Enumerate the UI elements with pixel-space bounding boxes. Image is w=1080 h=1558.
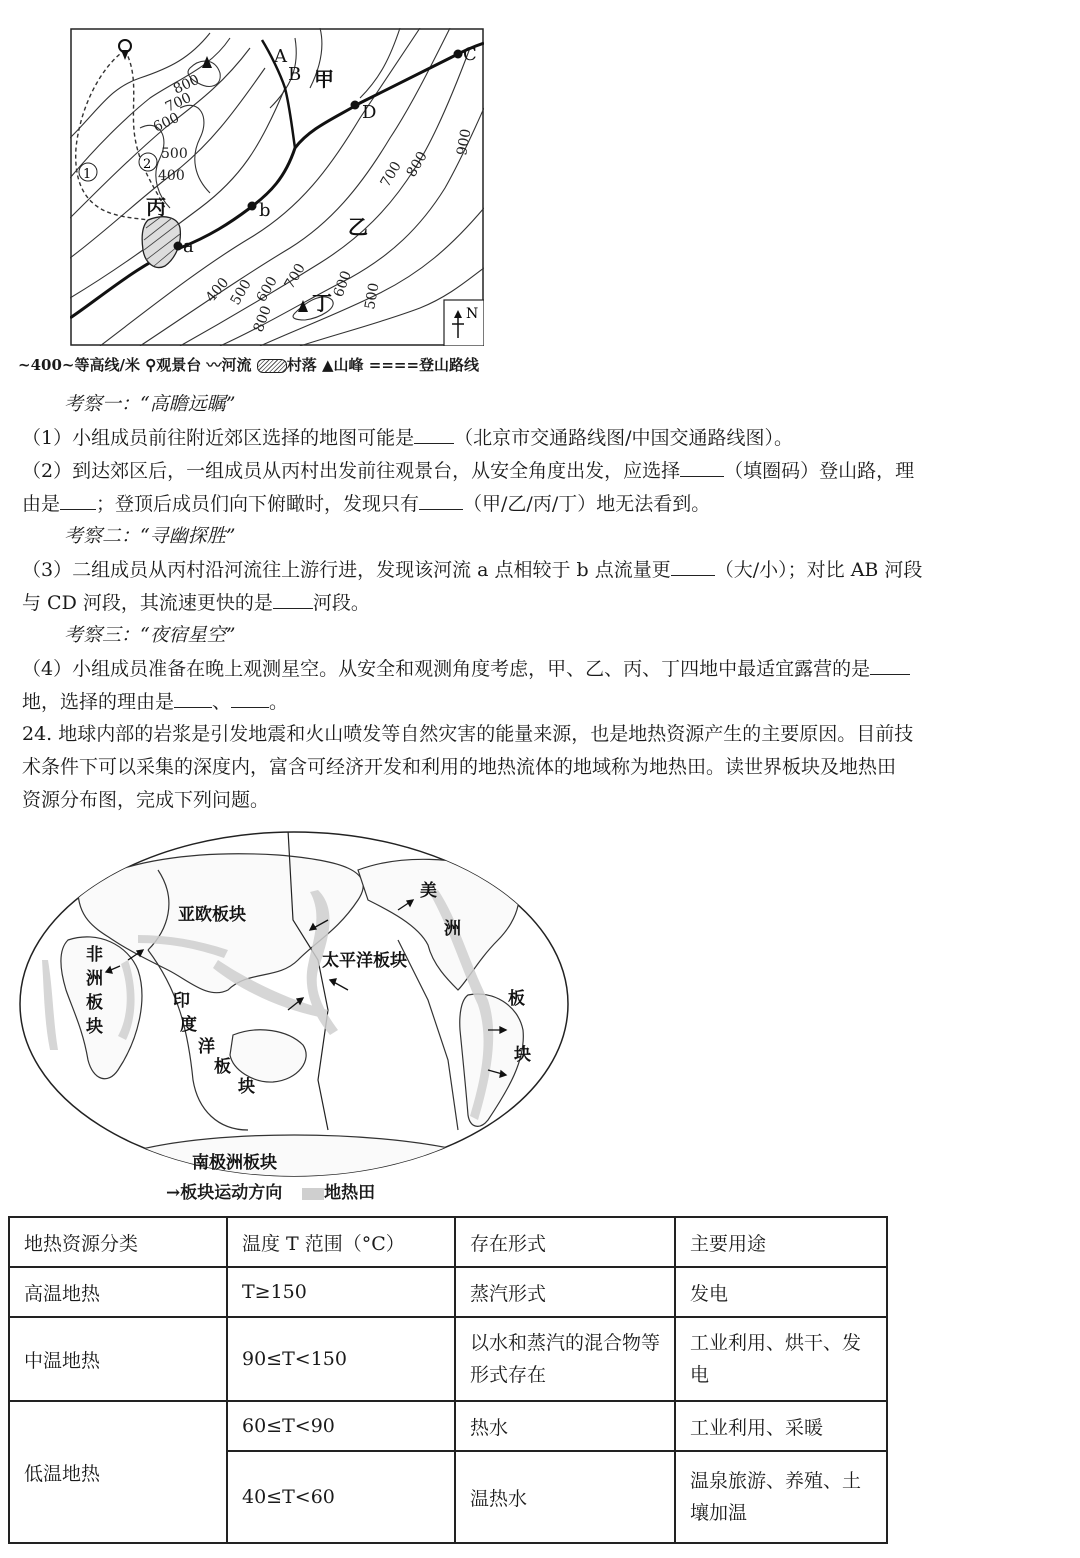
question-24-line1: 24. 地球内部的岩浆是引发地震和火山喷发等自然灾害的能量来源，也是地热资源产生的主要原因。目前技 bbox=[22, 723, 914, 745]
route-icon: ==== bbox=[368, 356, 420, 374]
legend-river: 河流 bbox=[221, 356, 252, 374]
table-header-row bbox=[9, 1217, 887, 1267]
table-cell: 温泉旅游、养殖、土壤加温 bbox=[675, 1451, 887, 1543]
table-cell: 40≤T<60 bbox=[227, 1451, 455, 1543]
geothermal-table bbox=[8, 1216, 888, 1544]
route-2-label: 2 bbox=[143, 157, 152, 172]
route-1-label: 1 bbox=[83, 167, 92, 182]
table-cell: 中温地热 bbox=[9, 1317, 227, 1401]
question-1: （1）小组成员前往附近郊区选择的地图可能是 （北京市交通路线图/中国交通路线图）。 bbox=[22, 427, 793, 449]
answer-blank[interactable] bbox=[231, 689, 269, 708]
question-3: （3）二组成员从丙村沿河流往上游行进，发现该河流 a 点相较于 b 点流量更 （大/小）；对比 AB 河段 bbox=[22, 559, 923, 581]
label-india-plate-3: 洋 bbox=[198, 1037, 215, 1057]
table-cell: 60≤T<90 bbox=[227, 1401, 455, 1451]
point-c bbox=[454, 50, 463, 59]
field-swatch bbox=[302, 1188, 324, 1200]
contour-value: 800 bbox=[250, 303, 275, 335]
answer-blank[interactable] bbox=[273, 590, 313, 609]
river-icon: 〰 bbox=[206, 356, 222, 374]
point-b bbox=[248, 202, 257, 211]
table-cell: T≥150 bbox=[227, 1267, 455, 1317]
table-cell: 低温地热 bbox=[9, 1401, 227, 1543]
label-yi: 乙 bbox=[348, 215, 368, 239]
north-label: N bbox=[466, 306, 479, 322]
table-cell: 温热水 bbox=[455, 1451, 675, 1543]
legend-contour-sample: ~400~ bbox=[18, 356, 75, 374]
map1-legend bbox=[18, 354, 479, 375]
contour-value: 600 bbox=[253, 273, 281, 305]
legend-viewpoint: 观景台 bbox=[156, 356, 202, 374]
label-india-plate-1: 印 bbox=[173, 991, 190, 1011]
table-cell: 90≤T<150 bbox=[227, 1317, 455, 1401]
contour-value: 800 bbox=[403, 148, 431, 180]
contour-value: 500 bbox=[227, 276, 255, 308]
label-eurasia-plate: 亚欧板块 bbox=[178, 905, 246, 925]
section-kaocha-3: 考察三：“夜宿星空” bbox=[64, 624, 236, 646]
legend-village: 村落 bbox=[286, 356, 317, 374]
answer-blank[interactable] bbox=[870, 656, 910, 675]
table-header: 地热资源分类 bbox=[9, 1217, 227, 1267]
legend-contour: 等高线/米 bbox=[74, 356, 140, 374]
table-cell: 发电 bbox=[675, 1267, 887, 1317]
table-cell: 热水 bbox=[455, 1401, 675, 1451]
table-cell: 蒸汽形式 bbox=[455, 1267, 675, 1317]
question-3-cont: 与 CD 河段，其流速更快的是 河段。 bbox=[22, 592, 370, 614]
table-header: 温度 T 范围（°C） bbox=[227, 1217, 455, 1267]
point-d bbox=[351, 101, 360, 110]
contour-value: 500 bbox=[362, 281, 383, 311]
legend-peak: 山峰 bbox=[333, 356, 364, 374]
question-4-cont: 地，选择的理由是 、 。 bbox=[22, 691, 289, 713]
contour-value: 600 bbox=[330, 268, 355, 300]
question-24-line2: 术条件下可以采集的深度内，富含可经济开发和利用的地热流体的地域称为地热田。读世界板块及地热田 bbox=[22, 756, 897, 778]
label-B: B bbox=[288, 64, 302, 85]
question-24-line3: 资源分布图，完成下列问题。 bbox=[22, 789, 270, 811]
section-kaocha-1: 考察一：“高瞻远瞩” bbox=[64, 393, 236, 415]
table-cell: 工业利用、烘干、发电 bbox=[675, 1317, 887, 1401]
point-a bbox=[174, 242, 183, 251]
legend-route: 登山路线 bbox=[419, 356, 480, 374]
question-2-cont: 由是 ；登顶后成员们向下俯瞰时，发现只有 （甲/乙/丙/丁）地无法看到。 bbox=[22, 493, 711, 515]
peak-icon: ▲ bbox=[321, 356, 334, 374]
label-antarctic-plate: 南极洲板块 bbox=[192, 1153, 277, 1173]
label-pacific-plate: 太平洋板块 bbox=[322, 951, 407, 971]
table-cell: 工业利用、采暖 bbox=[675, 1401, 887, 1451]
contour-value: 800 bbox=[170, 71, 202, 98]
label-america-plate-4: 块 bbox=[514, 1045, 531, 1065]
label-africa-plate-1: 非 bbox=[86, 945, 103, 965]
label-america-plate-1: 美 bbox=[420, 881, 437, 901]
table-header: 主要用途 bbox=[675, 1217, 887, 1267]
label-D: D bbox=[362, 102, 377, 123]
table-cell: 高温地热 bbox=[9, 1267, 227, 1317]
label-america-plate-3: 板 bbox=[508, 989, 525, 1009]
section-kaocha-2: 考察二：“寻幽探胜” bbox=[64, 525, 236, 547]
table-header: 存在形式 bbox=[455, 1217, 675, 1267]
label-a: a bbox=[183, 236, 194, 257]
label-b: b bbox=[259, 200, 271, 221]
label-india-plate-4: 板 bbox=[214, 1057, 231, 1077]
label-jia: 甲 bbox=[314, 67, 334, 91]
answer-blank[interactable] bbox=[680, 458, 724, 477]
table-row bbox=[9, 1267, 887, 1317]
question-2: （2）到达郊区后，一组成员从丙村出发前往观景台，从安全角度出发，应选择 （填圈码）登山路，理 bbox=[22, 460, 915, 482]
answer-blank[interactable] bbox=[174, 689, 212, 708]
label-africa-plate-4: 块 bbox=[86, 1017, 103, 1037]
answer-blank[interactable] bbox=[60, 491, 96, 510]
contour-value: 700 bbox=[377, 158, 405, 190]
question-4: （4）小组成员准备在晚上观测星空。从安全和观测角度考虑，甲、乙、丙、丁四地中最适宜露营的是 bbox=[22, 656, 910, 681]
table-row bbox=[9, 1401, 887, 1451]
answer-blank[interactable] bbox=[671, 557, 715, 576]
label-C: C bbox=[463, 44, 477, 65]
contour-value: 900 bbox=[454, 127, 475, 157]
world-plate-map bbox=[18, 830, 570, 1178]
label-africa-plate-3: 板 bbox=[86, 993, 103, 1013]
contour-value: 600 bbox=[150, 109, 182, 136]
legend-arrow: 板块运动方向 bbox=[180, 1183, 283, 1203]
contour-value: 400 bbox=[202, 274, 233, 306]
legend-field: 地热田 bbox=[324, 1183, 376, 1203]
map2-legend bbox=[166, 1178, 375, 1203]
label-africa-plate-2: 洲 bbox=[86, 969, 103, 989]
contour-map bbox=[70, 28, 484, 346]
village-icon bbox=[257, 359, 287, 373]
label-A: A bbox=[274, 46, 287, 67]
answer-blank[interactable] bbox=[419, 491, 463, 510]
label-ding: 丁 bbox=[312, 291, 332, 315]
label-america-plate-2: 洲 bbox=[444, 919, 461, 939]
viewpoint-icon: ⚲ bbox=[145, 356, 157, 374]
contour-value: 400 bbox=[158, 168, 185, 184]
label-india-plate-2: 度 bbox=[180, 1015, 197, 1035]
label-bing: 丙 bbox=[146, 195, 166, 219]
label-india-plate-5: 块 bbox=[238, 1077, 255, 1097]
contour-value: 700 bbox=[281, 260, 309, 292]
table-cell: 以水和蒸汽的混合物等形式存在 bbox=[455, 1317, 675, 1401]
arrow-icon: → bbox=[166, 1183, 181, 1203]
contour-value: 700 bbox=[162, 89, 194, 116]
answer-blank[interactable] bbox=[414, 425, 454, 444]
table-row bbox=[9, 1317, 887, 1401]
contour-value: 500 bbox=[161, 146, 188, 162]
